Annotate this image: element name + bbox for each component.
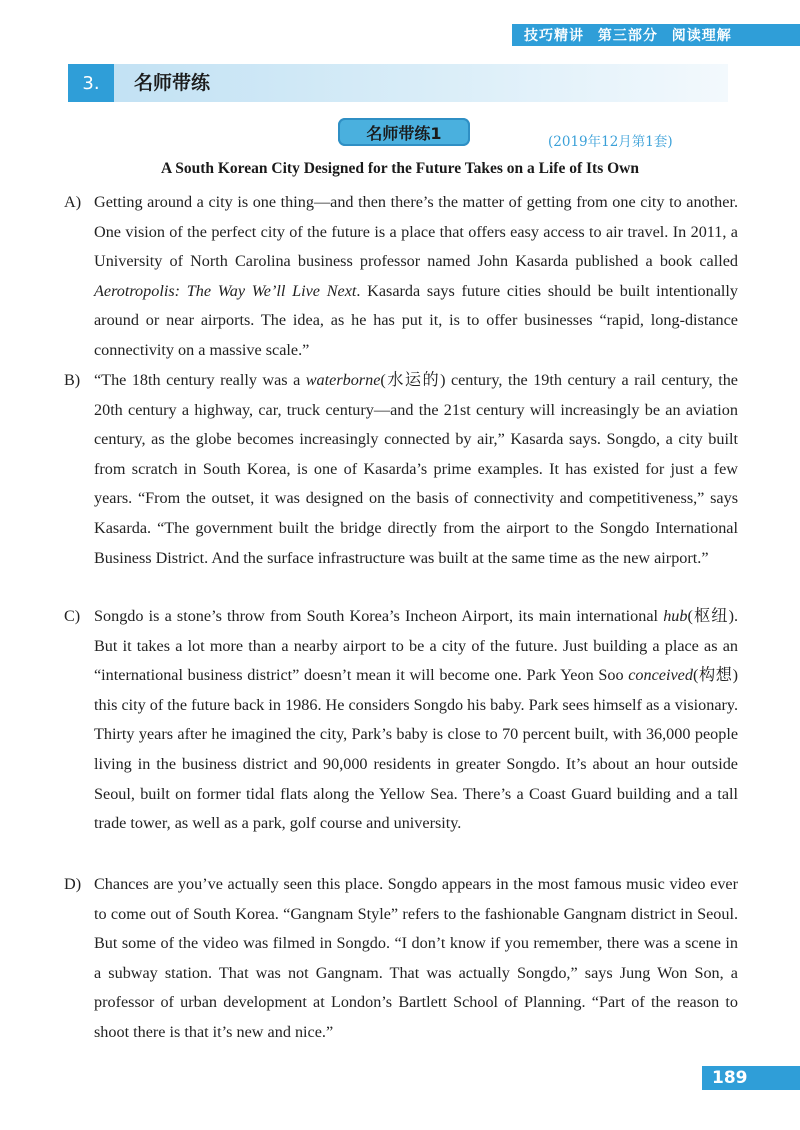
vocab-term: hub xyxy=(663,607,688,625)
vocab-term: waterborne xyxy=(305,371,381,389)
exam-source: (2019年12月第1套) xyxy=(548,134,673,150)
running-header xyxy=(512,24,800,46)
paragraph-text: Getting around a city is one thing—and then there’s the matter of getting from one city to another. One vision of the perfect city of the future is a place that offers easy access to air travel. In 2011, a University of North Carolina business professor named John Kasarda published a book called xyxy=(94,193,738,271)
paragraph-text: Songdo is a stone’s throw from South Korea’s Incheon Airport, its main international xyxy=(94,607,664,625)
paragraph-b xyxy=(62,366,738,573)
section-heading xyxy=(68,64,728,102)
paragraph-text: “The 18th century really was a xyxy=(94,371,306,389)
vocab-term: conceived xyxy=(628,666,693,685)
paragraph-text: (枢纽). But it takes a lot more than a nearby airport to be a city of the future. Just building a place as an “international business district” doesn’t mean it will become one. Park Yeon Soo xyxy=(94,607,739,685)
paragraph-c xyxy=(62,602,738,839)
paragraph-a xyxy=(62,188,738,366)
paragraph-label: D) xyxy=(64,875,82,893)
practice-badge-label: 名师带练1 xyxy=(366,123,442,143)
paragraph-text: Chances are you’ve actually seen this place. Songdo appears in the most famous music video ever to come out of South Korea. “Gangnam Style” refers to the fashionable Gangnam district in Seoul. But some of the video was filmed in Songdo. “I don’t know if you remember, there was a scene in a subway station. That was not Gangnam. That was actually Songdo,” says Jung Won Son, a professor of urban development at London’s Bartlett School of Planning. “Part of the reason to shoot there is that it’s new and nice.” xyxy=(94,875,738,1041)
paragraph-text: (构想) this city of the future back in 1986. He considers Songdo his baby. Park sees himself as a visionary. Thirty years after he imagined the city, Park’s baby is close to 70 percent built, with 36,000 people living in the business district and 90,000 residents in greater Songdo. It’s about an hour outside Seoul, built on former tidal flats along the Yellow Sea. There’s a Coast Guard building and a tall trade tower, as well as a park, golf course and university. xyxy=(94,666,738,833)
book-title: Aerotropolis: The Way We’ll Live Next xyxy=(94,281,357,300)
paragraph-text: (水运的) century, the 19th century a rail century, the 20th century a highway, car, truck century—and the 21st century will increasingly be an aviation century, as the globe becomes increasingly connected by air,” Kasarda says. Songdo, a city built from scratch in South Korea, is one of Kasarda’s prime examples. It has existed for just a few years. “From the outset, it was designed on the basis of connectivity and competitiveness,” says Kasarda. “The government built the bridge directly from the airport to the Songdo International Business District. And the surface infrastructure was built at the same time as the new airport.” xyxy=(94,371,738,567)
paragraph-label: B) xyxy=(64,371,81,389)
paragraph-label: A) xyxy=(64,193,82,211)
practice-badge xyxy=(338,118,470,146)
paragraph-d xyxy=(62,870,738,1048)
article-title: A South Korean City Designed for the Future Takes on a Life of Its Own xyxy=(161,160,639,177)
paragraph-text: . Kasarda says future cities should be built intentionally around or near airports. The idea, as he has put it, is to offer businesses “rapid, long-distance connectivity on a massive scale.” xyxy=(94,281,738,359)
paragraph-label: C) xyxy=(64,607,81,625)
section-number: 3. xyxy=(68,64,114,102)
running-header-text: 技巧精讲 第三部分 阅读理解 xyxy=(524,28,732,44)
section-title: 名师带练 xyxy=(134,72,211,94)
page-number: 189 xyxy=(702,1066,800,1090)
